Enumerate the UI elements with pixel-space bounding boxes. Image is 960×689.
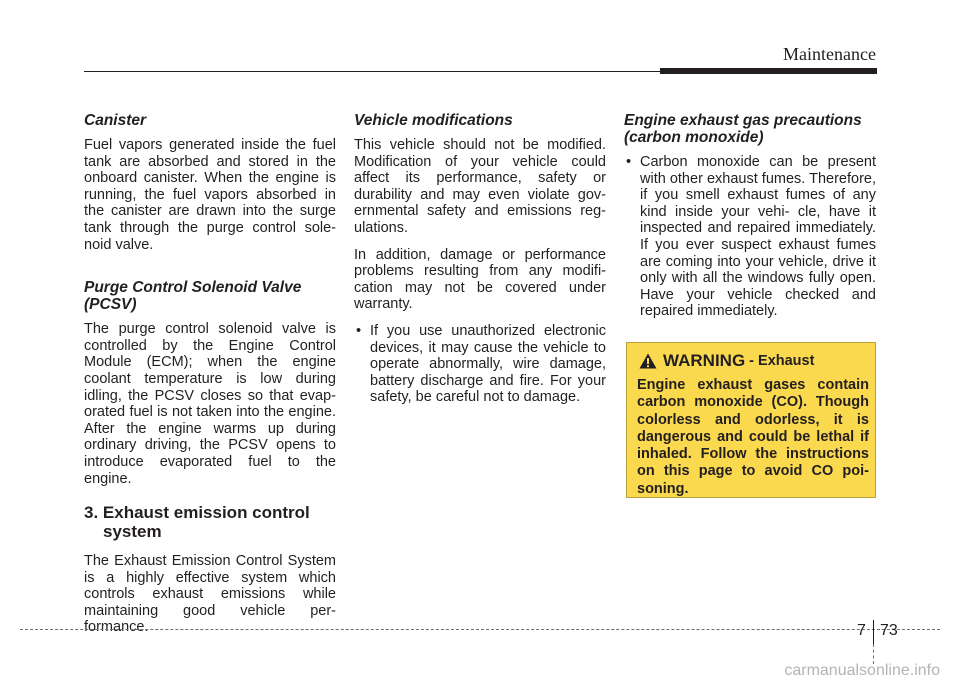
footer-rule (20, 629, 940, 630)
modifications-paragraph-2: In addition, damage or performance problems resulting from any modifi- cation may not be covered under warranty. (354, 246, 606, 313)
page-number: 73 (880, 622, 898, 639)
page-number-divider (873, 620, 874, 644)
watermark: carmanualsonline.info (784, 662, 940, 679)
column-middle (354, 108, 606, 406)
canister-paragraph: Fuel vapors generated inside the fuel tank are absorbed and stored in the onboard canister. When the engine is running, the fuel vapors absorbed in the canister are drawn into the surge tank through the purge control sole- noid valve. (84, 137, 336, 253)
footer-tick (873, 644, 874, 664)
warning-triangle-icon (639, 353, 657, 369)
warning-header (639, 351, 814, 371)
header-rule-accent (660, 68, 877, 74)
bullet-mark: • (626, 154, 632, 170)
modifications-bullet-text: If you use unauthorized electronic devices, it may cause the vehicle to operate abnormally, wire damage, battery discharge and fire. For your safety, be careful not to damage. (370, 322, 606, 406)
warning-text: Engine exhaust gases contain carbon monoxide (CO). Though colorless and odorless, it is dangerous and could be lethal if inhaled. Follow the instructions on this page to avoid CO poi- soning. (637, 377, 869, 497)
exhaust-heading: Engine exhaust gas precautions (carbon monoxide) (624, 112, 862, 146)
pcsv-heading: Purge Control Solenoid Valve (PCSV) (84, 279, 302, 314)
modifications-paragraph-1: This vehicle should not be modified. Modification of your vehicle could affect its performance, safety or durability and may even violate gov- ernmental safety and emissions reg- ulations. (354, 137, 606, 236)
modifications-bullet (354, 323, 606, 406)
column-left (84, 108, 336, 646)
warning-word: WARNING (663, 351, 746, 370)
bullet-mark: • (356, 322, 362, 339)
chapter-number: 7 (857, 622, 866, 639)
header-rule (84, 71, 662, 72)
column-right (624, 108, 876, 320)
section-heading-line1: 3. Exhaust emission control (84, 503, 310, 523)
canister-heading: Canister (84, 112, 147, 129)
section-heading-line2: system (103, 522, 162, 542)
pcsv-paragraph: The purge control solenoid valve is controlled by the Engine Control Module (ECM); when the engine coolant temperature is low during idling, the PCSV closes so that evap- orated fuel is not taken into the engine. After the engine warms up during ordinary driving, the PCSV opens to introduce evaporated fuel to the engine. (84, 321, 336, 487)
section-heading (84, 503, 336, 541)
exhaust-bullet (624, 154, 876, 320)
header-title: Maintenance (783, 44, 876, 64)
warning-subtitle: - Exhaust (749, 353, 815, 369)
warning-box (626, 342, 876, 498)
section-paragraph: The Exhaust Emission Control System is a highly effective system which controls exhaust emissions while maintaining good vehicle per- formance. (84, 553, 336, 636)
exhaust-bullet-text: Carbon monoxide can be present with other exhaust fumes. Therefore, if you smell exhaust fumes of any kind inside your vehi- cle, have it inspected and repaired immediately. If you ever suspect exhaust fumes are coming into your vehicle, drive it only with all the windows fully open. Have your vehicle checked and repaired immediately. (640, 154, 876, 320)
modifications-heading: Vehicle modifications (354, 112, 513, 129)
